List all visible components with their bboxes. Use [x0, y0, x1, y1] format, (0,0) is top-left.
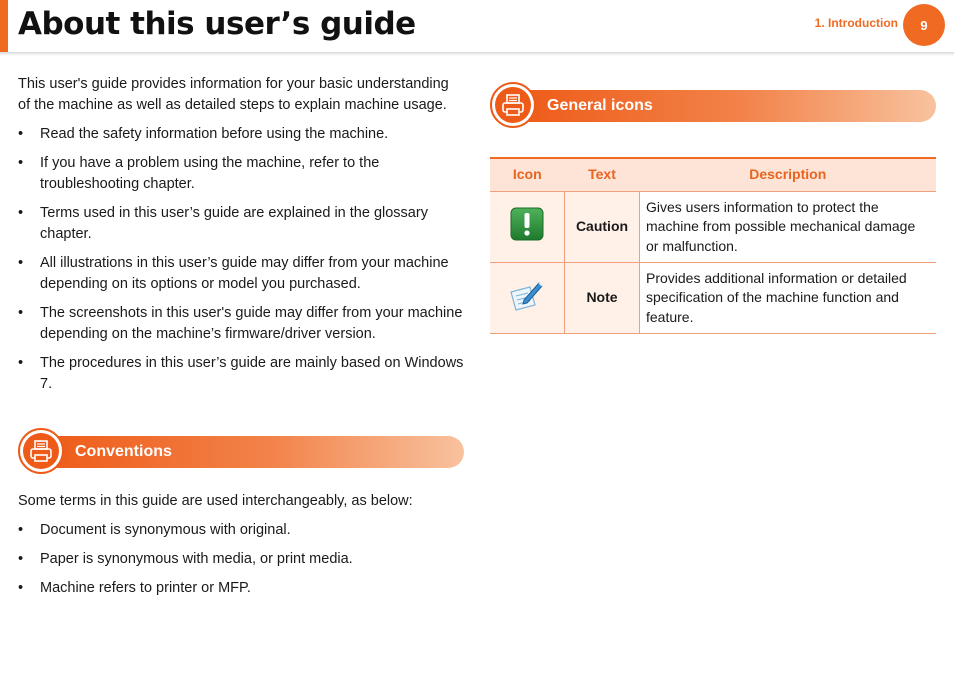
list-item-text: Document is synonymous with original.	[40, 522, 291, 538]
header-accent-bar	[0, 0, 8, 52]
bullet-glyph: •	[18, 255, 24, 271]
text-cell: Note	[565, 263, 640, 334]
list-item-text: All illustrations in this user’s guide may differ from your machine depending on its options or model you purchased.	[40, 255, 449, 292]
bullet-glyph: •	[18, 522, 24, 538]
list-item	[18, 353, 464, 395]
list-item-text: Paper is synonymous with media, or print media.	[40, 551, 353, 567]
list-item	[18, 203, 464, 245]
bullet-glyph: •	[18, 580, 24, 596]
icon-cell	[490, 192, 565, 263]
column-header-description: Description	[640, 158, 937, 192]
printer-icon	[28, 438, 54, 464]
bullet-glyph: •	[18, 126, 24, 142]
table-row	[490, 263, 936, 334]
conventions-section	[18, 491, 464, 607]
conventions-bullet-list	[18, 520, 464, 599]
general-icons-table	[490, 157, 936, 334]
section-title: Conventions	[75, 443, 172, 460]
section-title: General icons	[547, 97, 653, 114]
list-item-text: If you have a problem using the machine, refer to the troubleshooting chapter.	[40, 155, 380, 192]
general-icons-heading	[490, 82, 936, 122]
description-cell: Gives users information to protect the machine from possible mechanical damage or malfunction.	[640, 192, 937, 263]
list-item-text: The procedures in this user’s guide are mainly based on Windows 7.	[40, 355, 464, 392]
section-badge	[18, 428, 64, 474]
list-item	[18, 520, 464, 541]
icon-cell	[490, 263, 565, 334]
chapter-label[interactable]: 1. Introduction	[814, 16, 898, 30]
bullet-glyph: •	[18, 355, 24, 371]
page-title: About this user’s guide	[18, 6, 416, 42]
section-badge	[490, 82, 536, 128]
note-icon	[508, 278, 546, 312]
bullet-glyph: •	[18, 205, 24, 221]
list-item-text: Read the safety information before using the machine.	[40, 126, 389, 142]
list-item-text: The screenshots in this user's guide may differ from your machine depending on the machine’s firmware/driver version.	[40, 305, 463, 342]
table-header-row	[490, 158, 936, 192]
printer-icon	[500, 92, 526, 118]
intro-section	[18, 74, 464, 403]
conventions-paragraph: Some terms in this guide are used interchangeably, as below:	[18, 493, 413, 509]
header-divider	[0, 52, 954, 56]
list-item	[18, 124, 464, 145]
bullet-glyph: •	[18, 305, 24, 321]
intro-paragraph: This user's guide provides information for your basic understanding of the machine as well as detailed steps to explain machine usage.	[18, 76, 449, 113]
bullet-glyph: •	[18, 155, 24, 171]
list-item-text: Machine refers to printer or MFP.	[40, 580, 251, 596]
description-cell: Provides additional information or detailed specification of the machine function and feature.	[640, 263, 937, 334]
conventions-heading	[18, 428, 464, 468]
list-item	[18, 253, 464, 295]
text-cell: Caution	[565, 192, 640, 263]
list-item	[18, 578, 464, 599]
list-item	[18, 153, 464, 195]
list-item-text: Terms used in this user’s guide are explained in the glossary chapter.	[40, 205, 428, 242]
list-item	[18, 303, 464, 345]
caution-icon	[510, 207, 544, 241]
column-header-icon: Icon	[490, 158, 565, 192]
intro-bullet-list	[18, 124, 464, 395]
page-number-badge: 9	[903, 4, 945, 46]
column-header-text: Text	[565, 158, 640, 192]
table-row	[490, 192, 936, 263]
list-item	[18, 549, 464, 570]
bullet-glyph: •	[18, 551, 24, 567]
